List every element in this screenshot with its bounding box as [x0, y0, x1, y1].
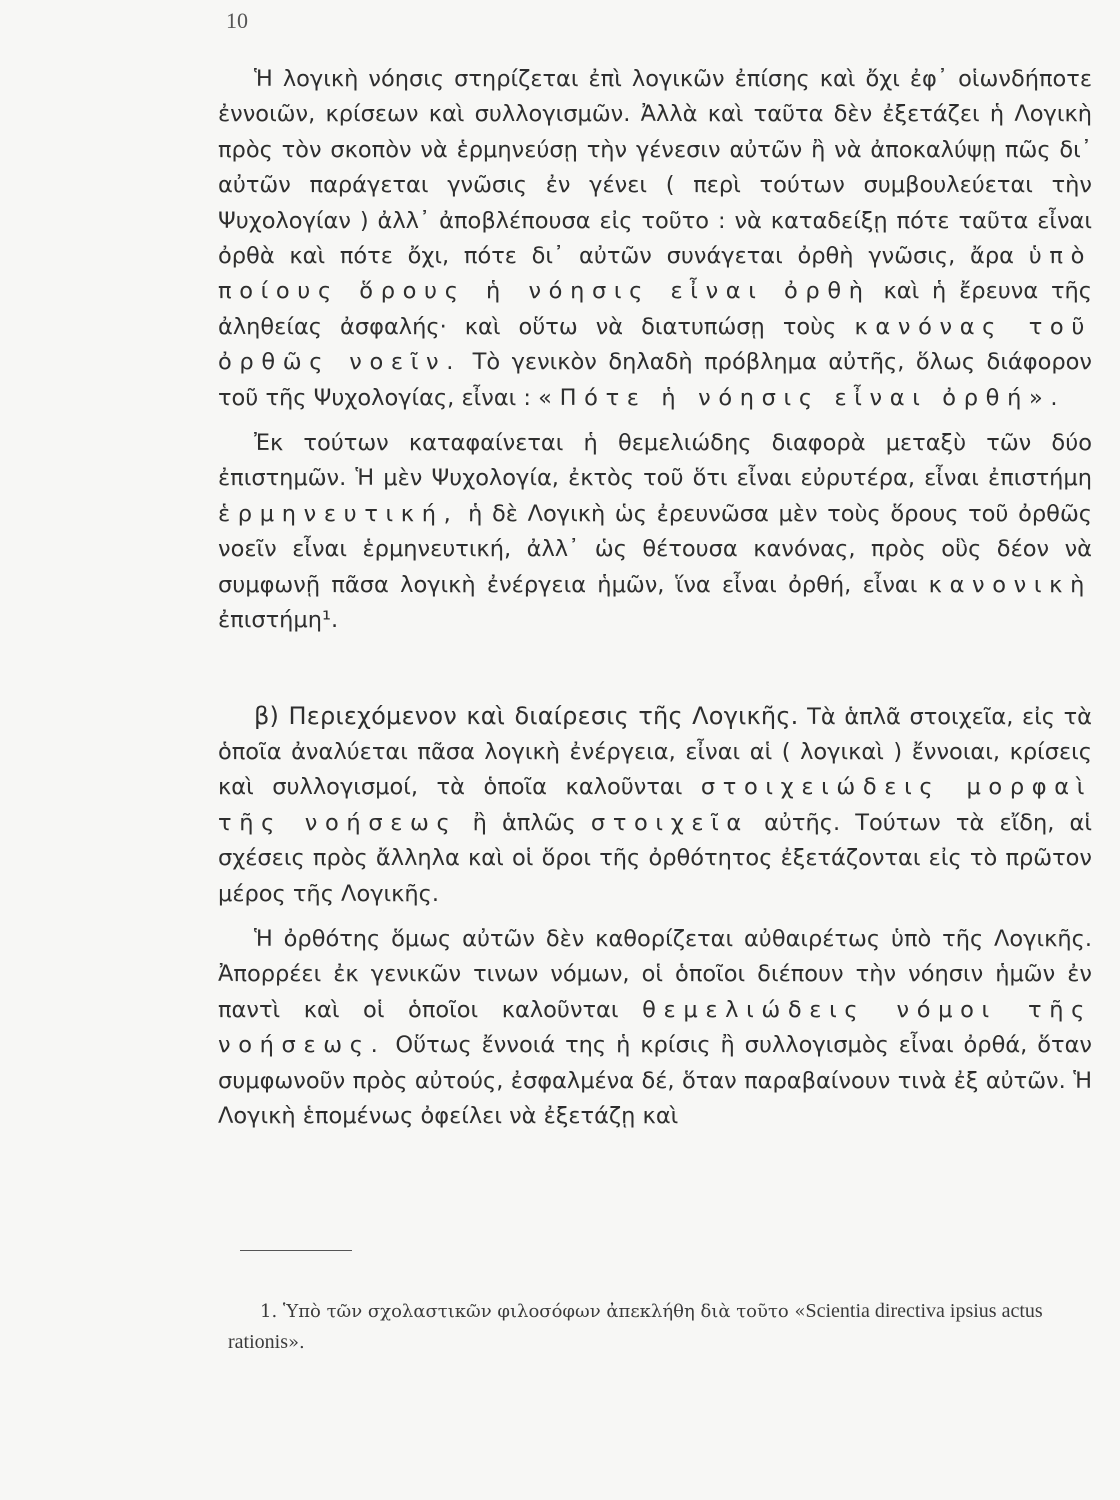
spaced-emphasis: «Πότε ἡ νόησις εἶναι ὀρθή». [538, 384, 1066, 411]
spaced-emphasis: κανονικὴ [928, 571, 1092, 598]
footnote-text: 1. Ὑπὸ τῶν σχολαστικῶν φιλοσόφων ἀπεκλήθη διὰ τοῦτο « [260, 1301, 806, 1322]
spaced-emphasis: στοιχεῖα [590, 809, 749, 836]
paragraph-4-text-b: Οὕτως ἔννοιά της ἡ κρίσις ἢ συλλογισμὸς εἶναι ὀρθά, ὅταν συμφωνοῦν πρὸς αὐτούς, ἐσφαλμένα δέ, ὅταν παραβαίνουν τινὰ ἐξ αὐτῶν. Ἡ Λογικὴ ἑπομένως ὀφείλει νὰ ἐξετάζῃ καὶ [218, 1032, 1092, 1129]
footnote [228, 1296, 1088, 1358]
section-heading: β) Περιεχόμενον καὶ διαίρεσις τῆς Λογικῆς. [254, 701, 799, 730]
body-text [218, 62, 1092, 1134]
spaced-emphasis: ὑπὸ ποίους ὅρους ἡ νόησις εἶναι ὀρθὴ [218, 243, 1092, 305]
paragraph-4-text-a: Ἡ ὀρθότης ὅμως αὐτῶν δὲν καθορίζεται αὐθαιρέτως ὑπὸ τῆς Λογικῆς. Ἀπορρέει ἐκ γενικῶν τινων νόμων, οἱ ὁποῖοι διέπουν τὴν νόησιν ἡμῶν ἐν παντὶ καὶ οἱ ὁποῖοι καλοῦνται [218, 925, 1092, 1023]
paragraph-1-text-c: Τὸ γενικὸν δηλαδὴ πρόβλημα αὐτῆς, ὅλως διάφορον τοῦ τῆς Ψυχολογίας, εἶναι : [218, 349, 1092, 411]
paragraph-2-text-c: ἐπιστήμη¹. [218, 607, 339, 634]
footnote-latin: Scientia directiva ipsius actus rationis [228, 1300, 1043, 1353]
spaced-emphasis: θεμελιώδεις νόμοι τῆς νοήσεως. [218, 996, 1092, 1059]
spaced-emphasis: κανόνας τοῦ ὀρθῶς νοεῖν. [218, 313, 1093, 376]
paragraph-4 [218, 922, 1092, 1134]
section-b [218, 699, 1092, 912]
paragraph-2-text-a: Ἐκ τούτων καταφαίνεται ἡ θεμελιώδης διαφορὰ μεταξὺ τῶν δύο ἐπιστημῶν. Ἡ μὲν Ψυχολογία, ἐκτὸς τοῦ ὅτι εἶναι εὐρυτέρα, εἶναι ἐπιστήμη [218, 430, 1092, 492]
paragraph-1 [218, 62, 1092, 416]
paragraph-2 [218, 426, 1092, 638]
paragraph-2-text-b: ἡ δὲ Λογικὴ ὡς ἐρευνῶσα μὲν τοὺς ὅρους τοῦ ὀρθῶς νοεῖν εἶναι ἑρμηνευτική, ἀλλ᾽ ὡς θέτουσα κανόνας, πρὸς οὓς δέον νὰ συμφωνῇ πᾶσα λογικὴ ἐνέργεια ἡμῶν, ἵνα εἶναι ὀρθή, εἶναι [218, 500, 1092, 598]
section-b-text-c: αὐτῆς. Τούτων τὰ εἴδη, αἱ σχέσεις πρὸς ἄλληλα καὶ οἱ ὅροι τῆς ὀρθότητος ἐξετάζονται εἰς τὸ πρῶτον μέρος τῆς Λογικῆς. [218, 809, 1093, 907]
spaced-emphasis: ἑρμηνευτική, [218, 500, 459, 527]
section-b-text-a: Τὰ ἁπλᾶ στοιχεῖα, εἰς τὰ ὁποῖα ἀναλύεται πᾶσα λογικὴ ἐνέργεια, εἶναι αἱ ( λογικαὶ ) ἔννοιαι, κρίσεις καὶ συλλογισμοί, τὰ ὁποῖα καλοῦνται [218, 703, 1092, 801]
page-number: 10 [226, 8, 248, 33]
paragraph-1-text-b: καὶ ἡ ἔρευνα τῆς ἀληθείας ἀσφαλής· καὶ οὕτω νὰ διατυπώσῃ τοὺς [218, 278, 1092, 340]
paragraph-1-text-a: Ἡ λογικὴ νόησις στηρίζεται ἐπὶ λογικῶν ἐπίσης καὶ ὄχι ἐφ᾽ οἱωνδήποτε ἐννοιῶν, κρίσεων καὶ συλλογισμῶν. Ἀλλὰ καὶ ταῦτα δὲν ἐξετάζει ἡ Λογικὴ πρὸς τὸν σκοπὸν νὰ ἑρμηνεύσῃ τὴν γένεσιν αὐτῶν ἢ νὰ ἀποκαλύψῃ πῶς δι᾽ αὐτῶν παράγεται γνῶσις ἐν γένει ( περὶ τούτων συμβουλεύεται τὴν Ψυχολογίαν ) ἀλλ᾽ ἀποβλέπουσα εἰς τοῦτο : νὰ καταδείξῃ πότε ταῦτα εἶναι ὀρθὰ καὶ πότε ὄχι, πότε δι᾽ αὐτῶν συνάγεται ὀρθὴ γνῶσις, ἄρα [218, 66, 1092, 270]
section-b-text-b: ἢ ἁπλῶς [472, 809, 576, 836]
footnote-end: ». [288, 1332, 305, 1353]
footnote-divider [240, 1250, 352, 1251]
spaced-emphasis: στοιχειώδεις μορφαὶ τῆς νοήσεως [218, 774, 1092, 836]
